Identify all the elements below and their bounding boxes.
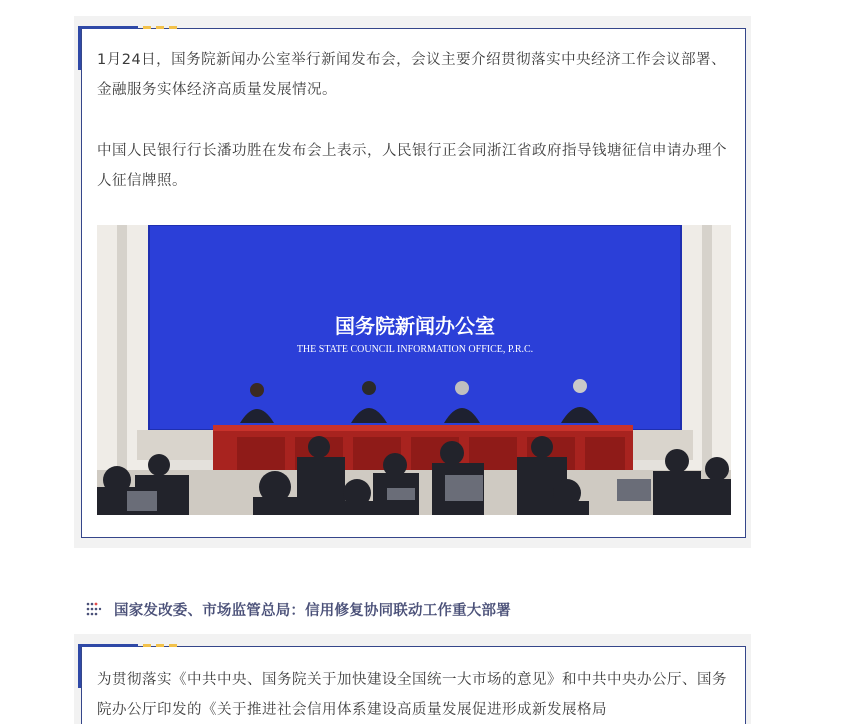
section-heading xyxy=(86,598,511,620)
card-1-left-accent xyxy=(78,26,81,70)
card-2-yellow-accent-3 xyxy=(169,644,177,647)
card-1-yellow-accent-1 xyxy=(143,26,151,29)
backdrop-title-cn: 国务院新闻办公室 xyxy=(335,314,495,338)
section-heading-text: 国家发改委、市场监管总局：信用修复协同联动工作重大部署 xyxy=(114,602,511,619)
card-2-yellow-accent-2 xyxy=(156,644,164,647)
dot-grid-icon xyxy=(86,600,102,618)
backdrop-title-en: THE STATE COUNCIL INFORMATION OFFICE, P.R.C. xyxy=(296,344,534,355)
article-paragraph: 为贯彻落实《中共中央、国务院关于加快建设全国统一大市场的意见》和中共中央办公厅、国务院办公厅印发的《关于推进社会信用体系建设高质量发展促进形成新发展格局 xyxy=(97,672,727,718)
press-conference-illustration xyxy=(97,225,731,515)
card-1-top-accent xyxy=(78,26,138,29)
card-2-left-accent xyxy=(78,644,81,688)
card-1-yellow-accent-3 xyxy=(169,26,177,29)
article-paragraph: 1月24日，国务院新闻办公室举行新闻发布会，会议主要介绍贯彻落实中央经济工作会议部署、金融服务实体经济高质量发展情况。 xyxy=(97,52,727,98)
card-2-yellow-accent-1 xyxy=(143,644,151,647)
article-paragraph: 中国人民银行行长潘功胜在发布会上表示，人民银行正会同浙江省政府指导钱塘征信申请办理个人征信牌照。 xyxy=(97,143,727,189)
card-1-yellow-accent-2 xyxy=(156,26,164,29)
press-conference-photo xyxy=(97,225,731,515)
card-2-top-accent xyxy=(78,644,138,647)
